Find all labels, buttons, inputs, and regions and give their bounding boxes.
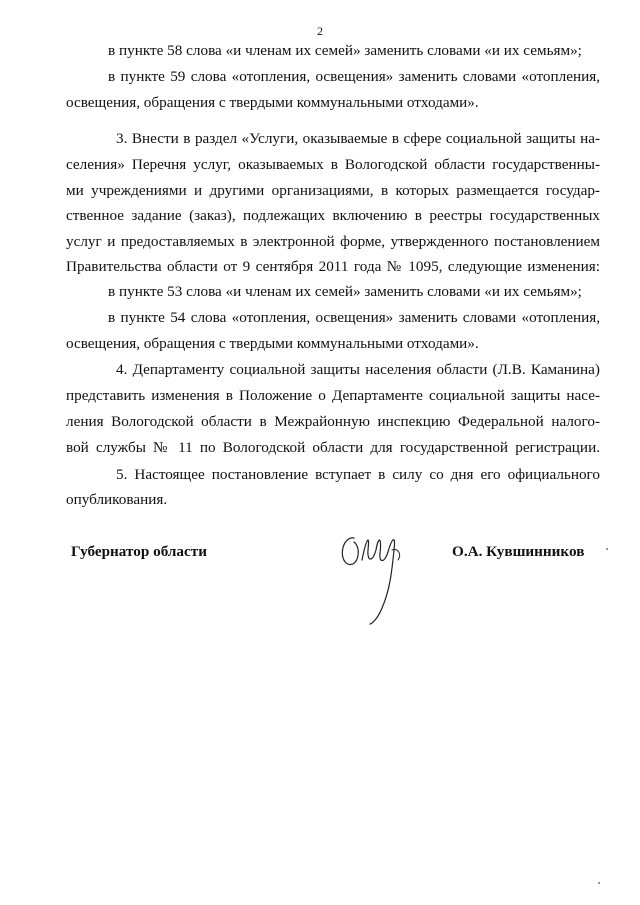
text-line: ственное задание (заказ), подлежащих включению в реестры государственных — [66, 207, 600, 224]
handwritten-signature — [332, 520, 422, 630]
text-line: ми учреждениями и другими организациями, в которых размещается государ- — [66, 182, 600, 199]
text-line: освещения, обращения с твердыми коммунальными отходами». — [66, 335, 479, 352]
text-line: освещения, обращения с твердыми коммунальными отходами». — [66, 94, 479, 111]
text-line: в пункте 53 слова «и членам их семей» заменить словами «и их семьям»; — [108, 283, 582, 300]
text-line: ления Вологодской области в Межрайонную инспекцию Федеральной налого- — [66, 413, 600, 430]
text-line: опубликования. — [66, 491, 168, 508]
text-line: 4. Департаменту социальной защиты населения области (Л.В. Каманина) — [116, 361, 600, 378]
signer-position: Губернатор области — [71, 543, 207, 560]
scan-speck — [598, 882, 600, 884]
text-line: в пункте 58 слова «и членам их семей» заменить словами «и их семьям»; — [108, 42, 582, 59]
text-line: представить изменения в Положение о Департаменте социальной защиты насе- — [66, 387, 600, 404]
text-line: услуг и предоставляемых в электронной форме, утвержденного постановлением — [66, 233, 600, 250]
text-line: 5. Настоящее постановление вступает в силу со дня его официального — [116, 466, 600, 483]
signer-name: О.А. Кувшинников — [452, 543, 585, 560]
page-number: 2 — [317, 24, 323, 38]
text-line: 3. Внести в раздел «Услуги, оказываемые в сфере социальной защиты на- — [116, 130, 600, 147]
text-line: селения» Перечня услуг, оказываемых в Вологодской области государственны- — [66, 156, 600, 173]
text-line: в пункте 59 слова «отопления, освещения» заменить словами «отопления, — [108, 68, 600, 85]
scan-speck — [606, 548, 608, 550]
text-line: вой службы № 11 по Вологодской области для государственной регистрации. — [66, 439, 600, 456]
text-line: Правительства области от 9 сентября 2011 года № 1095, следующие изменения: — [66, 258, 600, 275]
text-line: в пункте 54 слова «отопления, освещения» заменить словами «отопления, — [108, 309, 600, 326]
